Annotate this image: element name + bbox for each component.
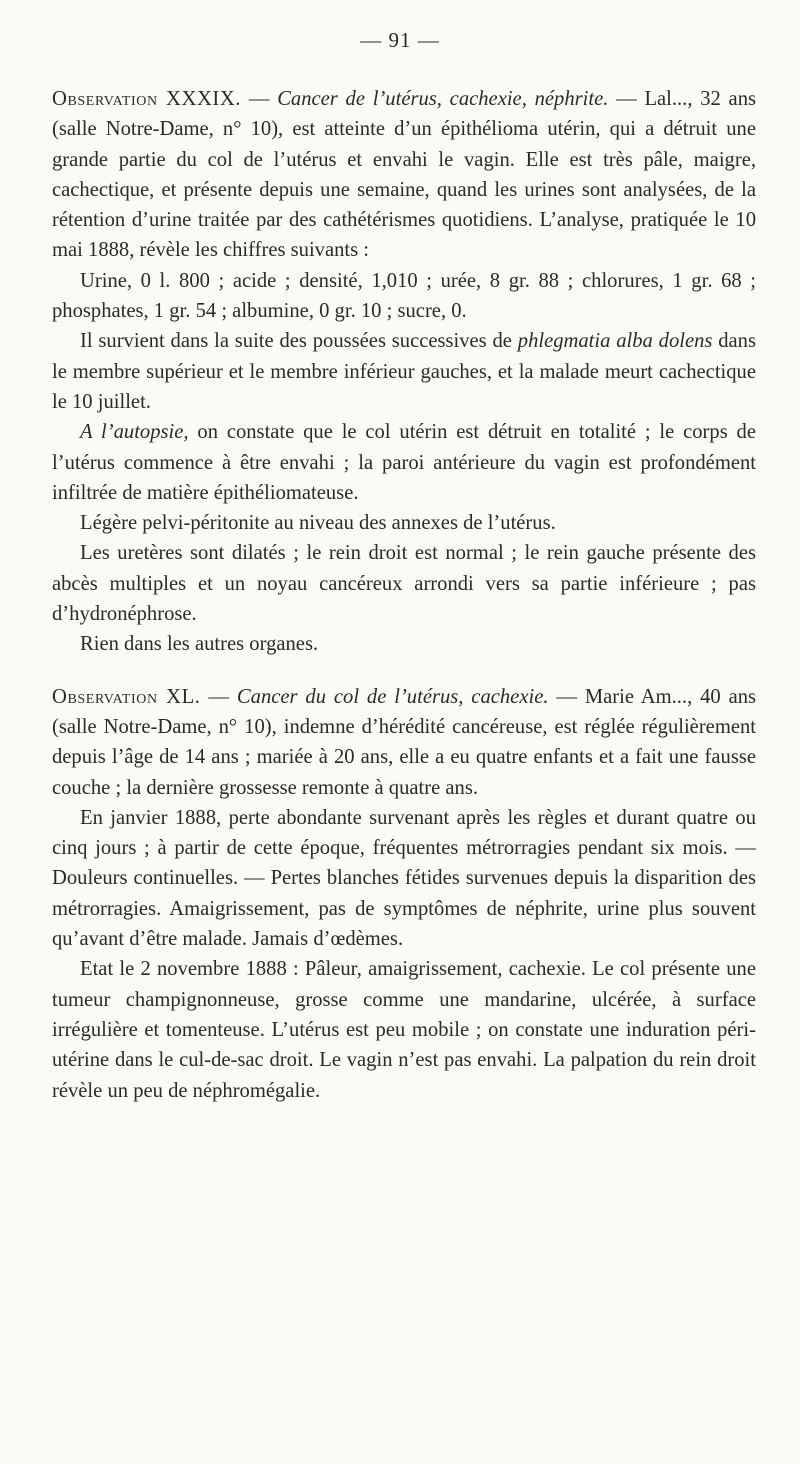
heading-dash: — — [241, 88, 278, 110]
history-paragraph: En janvier 1888, perte abondante survenant après les règles et durant quatre ou cinq jours ; à partir de cette époque, fréquentes métrorragies pendant six mois. — Douleurs continuelles. — Pertes blanches fétides survenues depuis la disparition des métrorragies. Amaigrissement, pas de symptômes de néphrite, urine plus souvent qu’avant d’être malade. Jamais d’œdèmes. — [52, 806, 756, 951]
observation-39-title: Cancer de l’utérus, cachexie, néphrite. — [277, 88, 609, 110]
autopsy-text: on constate que le col utérin est détruit en totalité ; le corps de l’utérus commence à être envahi ; la paroi antérieure du vagin est profondément infiltrée de matière épithéliomateuse. — [52, 421, 756, 504]
autopsy-paragraph — [52, 417, 756, 508]
other-organs-paragraph: Rien dans les autres organes. — [80, 633, 319, 656]
complications-text-end: dans le membre supérieur et le membre inférieur gauches, et la malade meurt cachectique le 10 juillet. — [52, 330, 756, 413]
observation-39 — [52, 84, 756, 660]
complications-paragraph — [52, 326, 756, 417]
pelvi-peritonitis-paragraph: Légère pelvi-péritonite au niveau des annexes de l’utérus. — [80, 512, 556, 535]
observation-40-intro-text: — Marie Am..., 40 ans (salle Notre-Dame, n° 10), indemne d’hérédité cancéreuse, est réglée régulièrement depuis l’âge de 14 ans ; mariée à 20 ans, elle a eu quatre enfants et a fait une fausse couche ; la dernière grossesse remonte à quatre ans. — [52, 685, 757, 799]
observation-39-intro-text: — Lal..., 32 ans (salle Notre-Dame, n° 10), est atteinte d’un épithélioma utérin, qui a détruit une grande partie du col de l’utérus et envahi le vagin. Elle est très pâle, maigre, cachectique, et présente depuis une semaine, quand les urines sont analysées, de la rétention d’urine traitée par des cathétérismes quotidiens. L’analyse, pratiquée le 10 mai 1888, révèle les chiffres suivants : — [52, 88, 757, 262]
examination-paragraph: Etat le 2 novembre 1888 : Pâleur, amaigrissement, cachexie. Le col présente une tumeur champignonneuse, grosse comme une mandarine, ulcérée, à surface irrégulière et tomenteuse. L’utérus est peu mobile ; on constate une induration péri-utérine dans le cul-de-sac droit. Le vagin n’est pas envahi. La palpation du rein droit révèle un peu de néphromégalie. — [52, 958, 756, 1102]
observation-40 — [52, 682, 756, 1106]
observation-40-title: Cancer du col de l’utérus, cachexie. — [236, 685, 549, 708]
observation-39-heading: Observation XXXIX. — [52, 88, 242, 110]
urine-analysis-paragraph: Urine, 0 l. 800 ; acide ; densité, 1,010 ; urée, 8 gr. 88 ; chlorures, 1 gr. 68 ; phosphates, 1 gr. 54 ; albumine, 0 gr. 10 ; sucre, 0. — [52, 269, 756, 323]
heading-dash: — — [200, 685, 237, 708]
page-number: — 91 — — [360, 28, 440, 52]
phlegmatia-term: phlegmatia alba dolens — [517, 330, 713, 353]
ureters-paragraph: Les uretères sont dilatés ; le rein droit est normal ; le rein gauche présente des abcès multiples et un noyau cancéreux arrondi vers sa partie inférieure ; pas d’hydronéphrose. — [52, 542, 756, 626]
section-spacer — [52, 660, 756, 682]
observation-40-heading: Observation XL. — [52, 685, 201, 708]
observation-39-intro — [52, 84, 756, 266]
complications-text-start: Il survient dans la suite des poussées successives de — [80, 330, 518, 353]
observation-40-intro — [52, 682, 756, 803]
page-body — [52, 84, 756, 1106]
autopsy-label: A l’autopsie, — [80, 421, 189, 444]
